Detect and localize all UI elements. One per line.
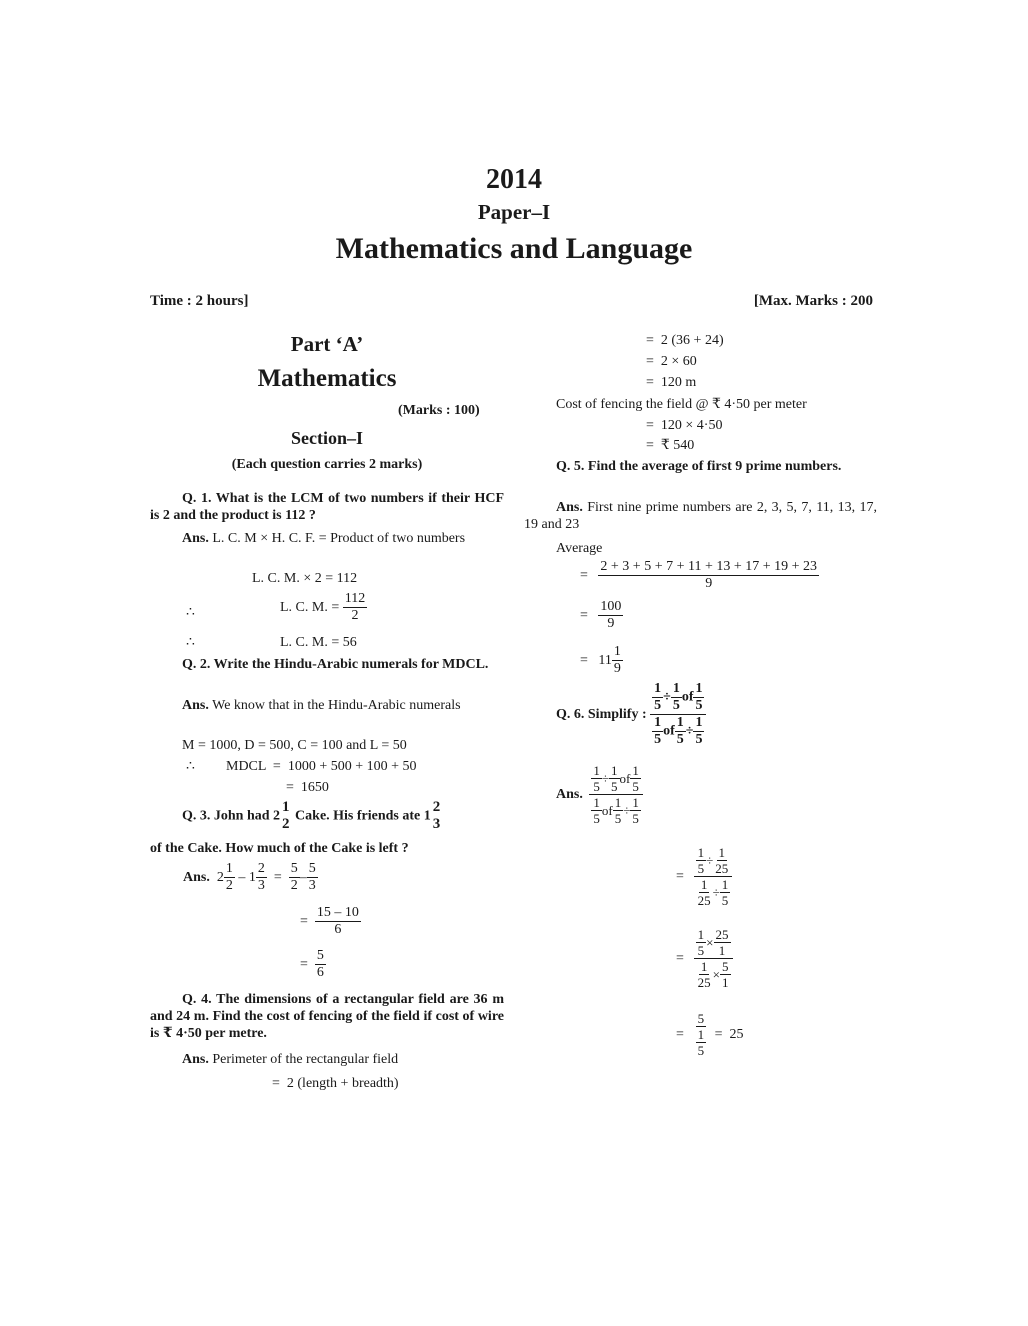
q4-answer bbox=[182, 1051, 398, 1068]
denominator: 5 bbox=[611, 779, 618, 794]
fraction bbox=[696, 878, 713, 907]
fraction bbox=[315, 949, 326, 980]
therefore-symbol: ∴ bbox=[186, 759, 195, 774]
denominator: 5 bbox=[593, 779, 600, 794]
q1-step-2 bbox=[280, 592, 367, 623]
fraction bbox=[289, 862, 300, 893]
numerator: 1 bbox=[697, 1027, 705, 1042]
denominator: 5 bbox=[676, 732, 684, 747]
of-word: of bbox=[681, 689, 694, 705]
fraction bbox=[693, 716, 704, 747]
q3-question-line-2: of the Cake. How much of the Cake is left ? bbox=[150, 841, 409, 856]
q2-question: Q. 2. Write the Hindu-Arabic numerals for MDCL. bbox=[182, 657, 489, 672]
q6-label: Q. 6. Simplify : bbox=[556, 707, 647, 722]
complex-fraction bbox=[694, 1012, 709, 1057]
q5-step-2 bbox=[580, 600, 623, 631]
q4-cost-text: Cost of fencing the field @ ₹ 4·50 per meter bbox=[556, 397, 807, 412]
q4-step-3: = 2 × 60 bbox=[646, 354, 697, 369]
q2-ans-label: Ans. bbox=[182, 698, 209, 713]
numerator: 1 bbox=[611, 763, 618, 778]
max-marks: [Max. Marks : 200 bbox=[753, 293, 873, 309]
numerator: 1 bbox=[718, 845, 726, 860]
numerator: 1 bbox=[672, 681, 680, 696]
q4-step-6: = ₹ 540 bbox=[646, 438, 695, 453]
q6-answer-step-3 bbox=[676, 928, 733, 989]
numerator: 1 bbox=[654, 715, 662, 730]
q1-fraction bbox=[343, 592, 367, 623]
complex-numerator bbox=[650, 682, 706, 715]
equals-sign: = bbox=[580, 608, 588, 623]
complex-numerator bbox=[589, 764, 642, 795]
fraction bbox=[675, 716, 686, 747]
fraction bbox=[696, 928, 707, 957]
whole-number: 1 bbox=[248, 870, 256, 885]
equals-sign: = bbox=[676, 869, 684, 884]
denominator: 9 bbox=[607, 616, 615, 631]
fraction bbox=[720, 878, 731, 907]
denominator: 2 bbox=[225, 878, 233, 893]
denominator: 5 bbox=[654, 698, 662, 713]
q4-ans-text: Perimeter of the rectangular field bbox=[212, 1052, 399, 1067]
minus-sign: – bbox=[299, 870, 307, 885]
fraction bbox=[591, 764, 602, 793]
section-heading: Section–I bbox=[291, 428, 363, 448]
q1-step-3: L. C. M. = 56 bbox=[280, 635, 357, 650]
divide-sign: ÷ bbox=[663, 689, 671, 705]
whole-number: 2 bbox=[216, 870, 224, 885]
fraction bbox=[720, 960, 731, 989]
complex-numerator: 5 bbox=[697, 1011, 705, 1026]
numerator: 1 bbox=[632, 795, 639, 810]
q2-step-3: = 1650 bbox=[286, 780, 329, 795]
divide-sign: ÷ bbox=[623, 803, 631, 818]
denominator: 5 bbox=[695, 732, 703, 747]
equals-sign: = bbox=[676, 951, 684, 966]
q6-result: = 25 bbox=[714, 1027, 744, 1042]
fraction bbox=[693, 682, 704, 713]
denominator: 25 bbox=[715, 861, 729, 876]
complex-fraction bbox=[589, 764, 642, 825]
q1-lcm-lhs: L. C. M. = bbox=[280, 600, 340, 615]
page-title: Mathematics and Language bbox=[335, 232, 693, 265]
complex-denominator bbox=[694, 877, 733, 907]
q3-step-3 bbox=[300, 949, 326, 980]
numerator: 2 bbox=[432, 799, 441, 815]
equals-sign: = bbox=[273, 870, 282, 885]
q6-question bbox=[556, 682, 706, 747]
numerator: 5 bbox=[290, 861, 298, 876]
minus-sign: – bbox=[238, 870, 246, 885]
fraction bbox=[714, 928, 731, 957]
q5-step-1 bbox=[580, 560, 819, 591]
q5-ans-label: Ans. bbox=[556, 500, 583, 515]
q4-step-1: = 2 (length + breadth) bbox=[272, 1076, 399, 1091]
divide-sign: ÷ bbox=[712, 885, 720, 900]
denominator: 5 bbox=[614, 811, 622, 826]
q5-question: Q. 5. Find the average of first 9 prime numbers. bbox=[556, 459, 842, 474]
complex-denominator bbox=[650, 715, 706, 747]
complex-fraction bbox=[694, 846, 733, 907]
denominator: 6 bbox=[316, 965, 324, 980]
denominator: 5 bbox=[721, 893, 729, 908]
q3-prefix: Q. 3. John had 2 bbox=[182, 808, 281, 824]
marks-note: (Marks : 100) bbox=[398, 403, 480, 418]
denominator: 5 bbox=[695, 698, 703, 713]
q3-half bbox=[280, 800, 292, 832]
denominator: 5 bbox=[654, 732, 662, 747]
q2-step-2: MDCL = 1000 + 500 + 100 + 50 bbox=[226, 759, 417, 774]
numerator: 5 bbox=[316, 948, 324, 963]
q4-step-5: = 120 × 4·50 bbox=[646, 418, 723, 433]
denominator: 5 bbox=[632, 779, 639, 794]
equals-sign: = bbox=[580, 653, 588, 668]
numerator: 1 bbox=[654, 681, 662, 696]
numerator: 2 + 3 + 5 + 7 + 11 + 13 + 17 + 19 + 23 bbox=[600, 559, 818, 574]
fraction bbox=[315, 906, 361, 937]
q3-mid: Cake. His friends ate 1 bbox=[295, 808, 431, 824]
fraction bbox=[598, 600, 623, 631]
equals-sign: = bbox=[300, 914, 308, 929]
fraction bbox=[652, 716, 663, 747]
denominator: 1 bbox=[718, 943, 726, 958]
q2-answer bbox=[150, 697, 504, 714]
divide-sign: ÷ bbox=[706, 853, 714, 868]
numerator: 2 bbox=[257, 861, 265, 876]
q1-ans-label: Ans. bbox=[182, 531, 209, 546]
q4-ans-label: Ans. bbox=[182, 1052, 209, 1067]
equals-sign: = bbox=[676, 1027, 684, 1042]
q5-ans-text: First nine prime numbers are 2, 3, 5, 7, 11, 13, 17, 19 and 23 bbox=[524, 500, 878, 532]
denominator: 9 bbox=[613, 661, 621, 676]
complex-fraction bbox=[694, 928, 733, 989]
numerator: 5 bbox=[308, 861, 316, 876]
paper-label: Paper–I bbox=[477, 200, 551, 224]
fraction bbox=[613, 796, 624, 825]
numerator: 1 bbox=[632, 763, 639, 778]
fraction bbox=[591, 796, 602, 825]
q3-two-thirds bbox=[431, 800, 443, 832]
denominator: 6 bbox=[334, 922, 342, 937]
q4-step-2: = 2 (36 + 24) bbox=[646, 333, 724, 348]
q5-answer bbox=[524, 499, 877, 533]
q3-question-line-1 bbox=[182, 800, 442, 832]
times-sign: × bbox=[706, 935, 714, 950]
numerator: 112 bbox=[344, 591, 366, 606]
q4-step-4: = 120 m bbox=[646, 375, 697, 390]
denominator: 5 bbox=[593, 811, 600, 826]
denominator: 2 bbox=[290, 878, 298, 893]
q6-ans-label: Ans. bbox=[556, 787, 583, 802]
equals-sign: = bbox=[300, 957, 308, 972]
numerator: 1 bbox=[700, 959, 708, 974]
q1-answer bbox=[150, 530, 504, 547]
denominator: 25 bbox=[697, 975, 711, 990]
numerator: 1 bbox=[593, 795, 600, 810]
denominator: 9 bbox=[705, 576, 713, 591]
numerator: 1 bbox=[614, 795, 622, 810]
divide-sign: ÷ bbox=[685, 723, 694, 739]
times-sign: × bbox=[712, 967, 720, 982]
sum-fraction bbox=[598, 560, 819, 591]
q6-answer-step-4 bbox=[676, 1012, 744, 1057]
fraction bbox=[256, 862, 267, 893]
fraction bbox=[307, 862, 318, 893]
numerator: 1 bbox=[697, 845, 705, 860]
fraction bbox=[630, 796, 641, 825]
fraction bbox=[609, 764, 620, 793]
complex-denominator bbox=[694, 959, 733, 989]
numerator: 1 bbox=[695, 681, 703, 696]
q5-step-3 bbox=[580, 645, 623, 676]
fraction bbox=[630, 764, 641, 793]
denominator: 5 bbox=[697, 861, 705, 876]
numerator: 5 bbox=[722, 959, 729, 974]
denominator: 5 bbox=[697, 943, 705, 958]
fraction bbox=[696, 960, 713, 989]
year: 2014 bbox=[486, 164, 542, 195]
numerator: 1 bbox=[700, 877, 708, 892]
complex-fraction bbox=[650, 682, 706, 747]
denominator: 1 bbox=[722, 975, 729, 990]
q6-answer-step-2 bbox=[676, 846, 732, 907]
q3-step-1 bbox=[183, 862, 318, 893]
fraction bbox=[612, 645, 623, 676]
therefore-symbol: ∴ bbox=[186, 635, 195, 650]
time-info: Time : 2 hours] bbox=[150, 293, 249, 309]
q3-step-2 bbox=[300, 906, 361, 937]
section-note: (Each question carries 2 marks) bbox=[231, 457, 423, 472]
of-word: of bbox=[601, 803, 613, 818]
denominator: 2 bbox=[282, 816, 290, 832]
q1-step-1: L. C. M. × 2 = 112 bbox=[252, 571, 358, 586]
complex-numerator bbox=[694, 928, 733, 959]
fraction bbox=[671, 682, 682, 713]
numerator: 1 bbox=[721, 877, 729, 892]
denominator: 3 bbox=[257, 878, 265, 893]
complex-numerator bbox=[694, 846, 733, 877]
denominator: 5 bbox=[697, 1043, 705, 1058]
denominator: 5 bbox=[672, 698, 680, 713]
part-label: Part ‘A’ bbox=[290, 332, 364, 356]
denominator: 3 bbox=[432, 816, 441, 832]
divide-sign: ÷ bbox=[601, 771, 609, 786]
denominator: 5 bbox=[632, 811, 639, 826]
complex-denominator bbox=[694, 1027, 709, 1057]
numerator: 1 bbox=[676, 715, 684, 730]
numerator: 100 bbox=[600, 599, 622, 614]
therefore-symbol: ∴ bbox=[186, 605, 195, 620]
fraction bbox=[696, 846, 707, 875]
q2-step-1: M = 1000, D = 500, C = 100 and L = 50 bbox=[182, 738, 407, 753]
numerator: 15 – 10 bbox=[316, 905, 359, 920]
numerator: 1 bbox=[695, 715, 703, 730]
numerator: 1 bbox=[697, 927, 705, 942]
fraction bbox=[713, 846, 730, 875]
numerator: 1 bbox=[593, 763, 600, 778]
equals-sign: = bbox=[580, 568, 588, 583]
q6-answer-step-1 bbox=[556, 764, 643, 825]
numerator: 1 bbox=[282, 799, 290, 815]
q2-ans-text: We know that in the Hindu-Arabic numerals bbox=[212, 698, 461, 713]
numerator: 1 bbox=[225, 861, 233, 876]
numerator: 1 bbox=[613, 644, 621, 659]
of-word: of bbox=[663, 723, 675, 739]
q4-question: Q. 4. The dimensions of a rectangular field are 36 m and 24 m. Find the cost of fencing of the field if cost of wire is ₹ 4·50 per metre. bbox=[150, 992, 504, 1041]
fraction bbox=[696, 1028, 707, 1057]
whole-number: 11 bbox=[598, 653, 612, 668]
q5-average-label: Average bbox=[556, 541, 603, 556]
fraction bbox=[224, 862, 235, 893]
numerator: 25 bbox=[715, 927, 729, 942]
subject-heading: Mathematics bbox=[257, 365, 397, 392]
denominator: 2 bbox=[351, 608, 359, 623]
denominator: 3 bbox=[308, 878, 316, 893]
fraction bbox=[652, 682, 663, 713]
q1-question: Q. 1. What is the LCM of two numbers if their HCF is 2 and the product is 112 ? bbox=[150, 491, 504, 523]
q3-ans-label: Ans. bbox=[183, 870, 210, 885]
denominator: 25 bbox=[697, 893, 711, 908]
of-word: of bbox=[619, 771, 631, 786]
q1-ans-text: L. C. M × H. C. F. = Product of two numbers bbox=[212, 531, 466, 546]
complex-denominator bbox=[589, 795, 642, 825]
